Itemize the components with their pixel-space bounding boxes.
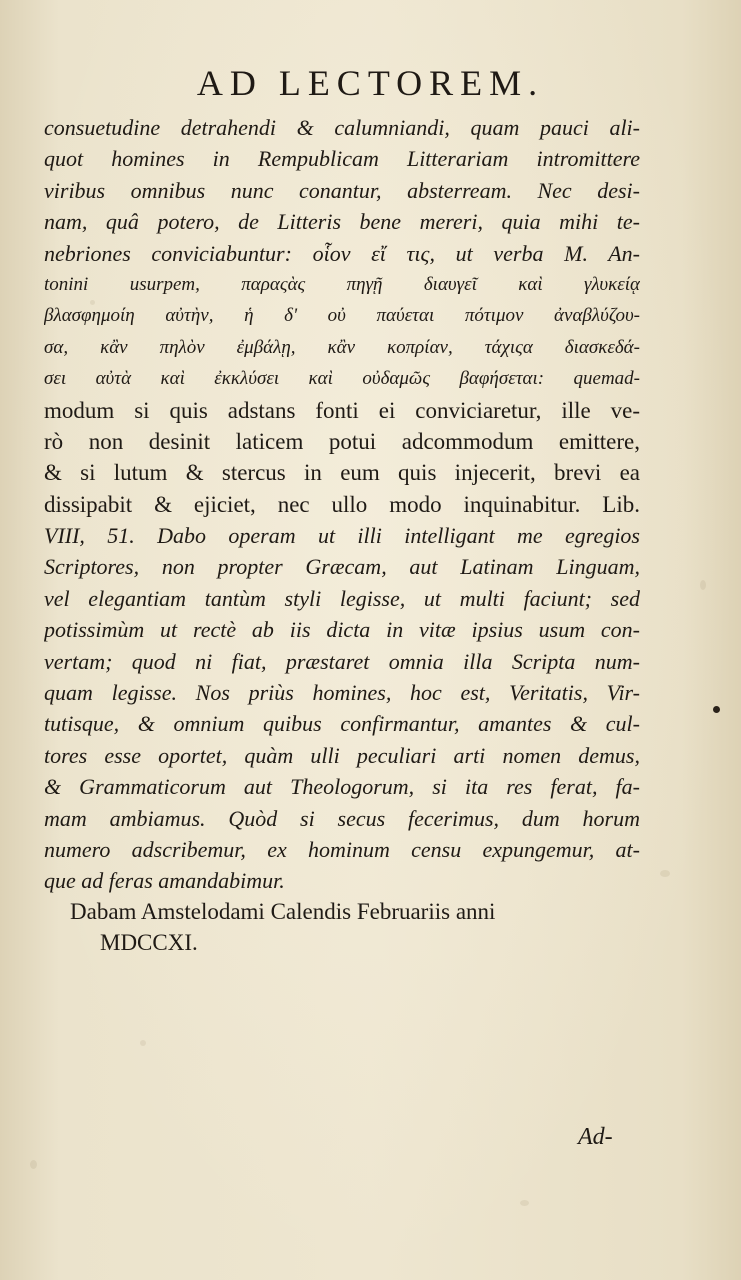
dateline (70, 896, 670, 958)
page-heading: AD LECTOREM. (196, 63, 545, 103)
text-line: dissipabit & ejiciet, nec ullo modo inquinabitur. Lib. (44, 491, 640, 517)
catchword: Ad- (578, 1124, 613, 1150)
text-line: vel elegantiam tantùm styli legisse, ut multi faciunt; sed (44, 585, 640, 611)
text-line: σει αὐτὰ καὶ ἐκκλύσει καὶ οὐδαμῶς βαφήσεται: quemad- (44, 368, 640, 390)
text-line: VIII, 51. Dabo operam ut illi intelligant me egregios (44, 523, 640, 549)
body-text (44, 112, 640, 897)
text-line: potissimùm ut rectè ab iis dicta in vitæ ipsius usum con- (44, 617, 640, 643)
text-line: mam ambiamus. Quòd si secus fecerimus, dum horum (44, 805, 640, 831)
dateline-line-1: Dabam Amstelodami Calendis Februariis anni (70, 899, 496, 924)
text-line: & Grammaticorum aut Theologorum, si ita res ferat, fa- (44, 774, 640, 800)
text-line: quot homines in Rempublicam Litterariam intromittere (44, 146, 640, 172)
text-line: que ad feras amandabimur. (44, 868, 285, 894)
text-line: modum si quis adstans fonti ei conviciaretur, ille ve- (44, 397, 640, 423)
text-line: vertam; quod ni fiat, præstaret omnia illa Scripta num- (44, 648, 640, 674)
text-line: nam, quâ potero, de Litteris bene mereri, quia mihi te- (44, 209, 640, 235)
text-line: & si lutum & stercus in eum quis injecerit, brevi ea (44, 460, 640, 486)
text-line: nebriones conviciabuntur: οἷον εἴ τις, ut verba M. An- (44, 240, 640, 266)
text-line: tonini usurpem, παραςὰς πηγῇ διαυγεῖ καὶ γλυκείᾳ (44, 273, 640, 295)
margin-mark (713, 706, 720, 713)
text-line: rò non desinit laticem potui adcommodum emittere, (44, 428, 640, 454)
text-line: quam legisse. Nos priùs homines, hoc est, Veritatis, Vir- (44, 680, 640, 706)
text-line: tores esse oportet, quàm ulli peculiari arti nomen demus, (44, 742, 640, 768)
text-line: consuetudine detrahendi & calumniandi, quam pauci ali- (44, 115, 640, 140)
text-line: numero adscribemur, ex hominum censu expungemur, at- (44, 836, 640, 862)
text-line: viribus omnibus nunc conantur, absterream. Nec desi- (44, 177, 640, 203)
text-line: σα, κἂν πηλὸν ἐμβάλῃ, κἂν κοπρίαν, τάχιςα διασκεδά- (44, 336, 640, 358)
text-line: βλασφημοίη αὐτὴν, ἡ δ' οὐ παύεται πότιμον ἀναβλύζου- (44, 305, 640, 327)
dateline-line-2: MDCCXI. (100, 930, 198, 955)
text-line: Scriptores, non propter Græcam, aut Latinam Linguam, (44, 554, 640, 580)
text-line: tutisque, & omnium quibus confirmantur, amantes & cul- (44, 711, 640, 737)
